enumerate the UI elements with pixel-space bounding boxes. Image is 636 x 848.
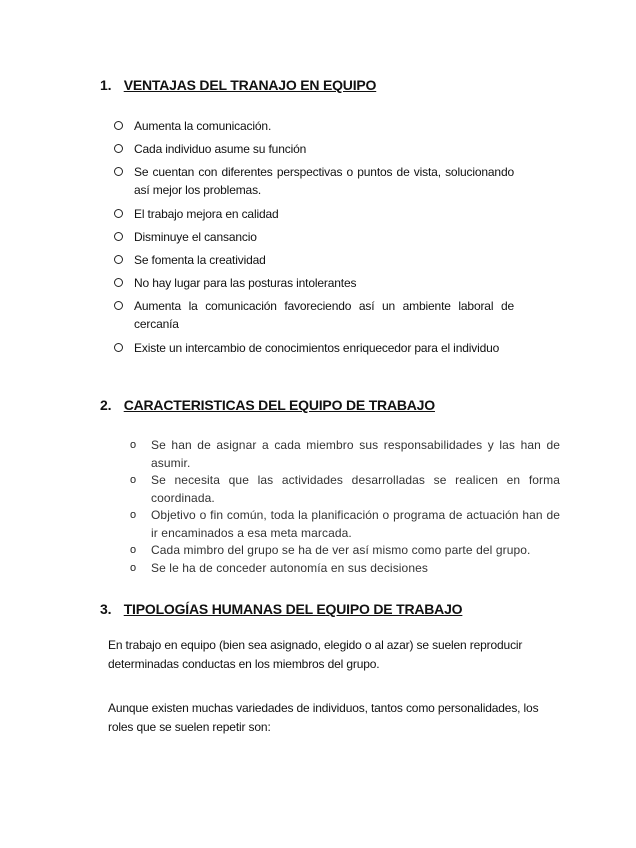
- small-circle-bullet-icon: o: [130, 474, 137, 486]
- circle-bullet-icon: [114, 301, 123, 310]
- section-1-number: 1.: [100, 77, 112, 93]
- section-2-heading: [100, 397, 435, 413]
- circle-bullet-icon: [114, 167, 123, 176]
- circle-bullet-icon: [114, 144, 123, 153]
- small-circle-bullet-icon: o: [130, 561, 137, 574]
- list-item: o Se necesita que las actividades desarrolladas se realicen en forma coordinada.: [130, 473, 560, 505]
- list-item: o Objetivo o fin común, toda la planificación o programa de actuación han de ir encaminados a esa meta marcada.: [130, 508, 560, 540]
- list-item: Se cuentan con diferentes perspectivas o puntos de vista, solucionando así mejor los problemas.: [114, 163, 514, 199]
- section-3-title: TIPOLOGÍAS HUMANAS DEL EQUIPO DE TRABAJO: [123, 601, 463, 617]
- list-item: Aumenta la comunicación.: [114, 117, 514, 135]
- characteristics-list: [130, 437, 560, 577]
- section-3-number: 3.: [100, 601, 112, 617]
- list-item: Existe un intercambio de conocimientos enriquecedor para el individuo: [114, 339, 514, 357]
- list-item: o Cada mimbro del grupo se ha de ver así mismo como parte del grupo.: [130, 542, 560, 560]
- list-item: El trabajo mejora en calidad: [114, 205, 514, 223]
- list-item: No hay lugar para las posturas intolerantes: [114, 274, 514, 292]
- circle-bullet-icon: [114, 278, 123, 287]
- list-item: Disminuye el cansancio: [114, 228, 514, 246]
- list-item: Cada individuo asume su función: [114, 140, 514, 158]
- list-item: Aumenta la comunicación favoreciendo así un ambiente laboral de cercanía: [114, 297, 514, 333]
- section-1-title: VENTAJAS DEL TRANAJO EN EQUIPO: [123, 77, 377, 93]
- small-circle-bullet-icon: o: [130, 439, 137, 451]
- circle-bullet-icon: [114, 255, 123, 264]
- paragraph-roles: Aunque existen muchas variedades de individuos, tantos como personalidades, los roles que se suelen repetir son:: [108, 701, 539, 734]
- paragraph-intro: En trabajo en equipo (bien sea asignado, elegido o al azar) se suelen reproducir determinadas conductas en los miembros del grupo.: [108, 638, 523, 671]
- advantages-list: [114, 117, 514, 362]
- section-2-number: 2.: [100, 397, 112, 413]
- circle-bullet-icon: [114, 232, 123, 241]
- circle-bullet-icon: [114, 343, 123, 352]
- list-item: Se fomenta la creatividad: [114, 251, 514, 269]
- small-circle-bullet-icon: o: [130, 509, 137, 521]
- section-3-heading: [100, 601, 462, 617]
- list-item: o Se han de asignar a cada miembro sus responsabilidades y las han de asumir.: [130, 438, 560, 470]
- section-2-title: CARACTERISTICAS DEL EQUIPO DE TRABAJO: [123, 397, 435, 413]
- small-circle-bullet-icon: o: [130, 544, 137, 556]
- section-1-heading: [100, 77, 376, 93]
- circle-bullet-icon: [114, 209, 123, 218]
- circle-bullet-icon: [114, 121, 123, 130]
- list-item: o Se le ha de conceder autonomía en sus decisiones: [130, 560, 560, 578]
